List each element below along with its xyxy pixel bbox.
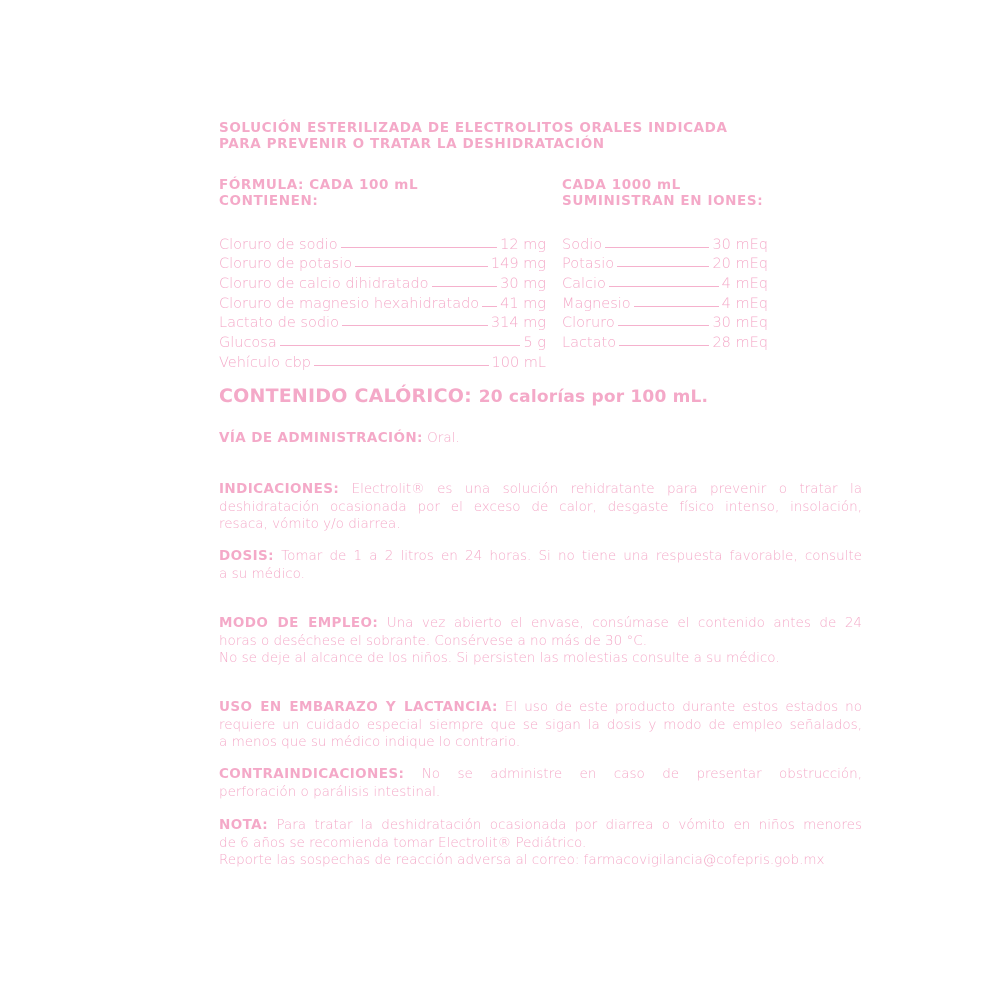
dosis-line-1 <box>219 548 862 566</box>
ions-row <box>562 331 768 351</box>
nota-text-1: Para tratar la deshidratación ocasionada por diarrea o vómito en niños menores <box>276 817 862 833</box>
leader-line <box>280 345 521 346</box>
modo-label: MODO DE EMPLEO: <box>219 615 379 631</box>
ion-value: 4 mEq <box>721 295 768 312</box>
via-label: VÍA DE ADMINISTRACIÓN: <box>219 430 423 446</box>
ion-name: Sodio <box>562 236 603 253</box>
ions-row <box>562 233 768 253</box>
leader-line <box>432 286 498 287</box>
formula-row <box>219 233 546 253</box>
nota-label: NOTA: <box>219 817 269 833</box>
leader-line <box>617 266 709 267</box>
formula-item-value: 100 mL <box>491 354 546 371</box>
ion-value: 30 mEq <box>712 236 768 253</box>
leader-line <box>609 286 719 287</box>
dosis-text-1: Tomar de 1 a 2 litros en 24 horas. Si no tiene una respuesta favorable, consulte <box>281 548 862 564</box>
embarazo-text-1: El uso de este producto durante estos estados no <box>504 699 862 715</box>
formula-table <box>219 233 546 371</box>
embarazo-line-1 <box>219 699 862 717</box>
leader-line <box>355 266 488 267</box>
formula-item-value: 41 mg <box>500 295 546 312</box>
formula-row <box>219 272 546 292</box>
indicaciones-section <box>219 481 862 534</box>
formula-item-name: Cloruro de magnesio hexahidratado <box>219 295 480 312</box>
modo-line-1 <box>219 615 862 633</box>
formula-item-name: Lactato de sodio <box>219 315 339 332</box>
embarazo-line-2: requiere un cuidado especial siempre que se sigan la dosis y modo de empleo señalados, <box>219 716 862 733</box>
formula-item-name: Cloruro de calcio dihidratado <box>219 276 429 293</box>
dosis-label: DOSIS: <box>219 548 274 564</box>
nota-line-2: de 6 años se recomienda tomar Electrolit® Pediátrico. <box>219 834 587 851</box>
caloric-label: CONTENIDO CALÓRICO: <box>219 385 472 407</box>
formula-item-value: 5 g <box>523 335 546 352</box>
ions-row <box>562 292 768 312</box>
formula-row <box>219 292 546 312</box>
indicaciones-text-1: Electrolit® es una solución rehidratante para prevenir o tratar la <box>351 481 863 497</box>
modo-section <box>219 615 862 668</box>
contra-line-2: perforación o parálisis intestinal. <box>219 783 441 800</box>
formula-item-value: 30 mg <box>500 276 546 293</box>
contra-line-1 <box>219 766 862 784</box>
contra-label: CONTRAINDICACIONES: <box>219 766 405 782</box>
nota-section <box>219 817 862 870</box>
dosis-line-2: a su médico. <box>219 565 305 582</box>
leader-line <box>342 325 488 326</box>
formula-header <box>219 177 418 209</box>
leader-line <box>605 247 709 248</box>
ion-name: Calcio <box>562 276 606 293</box>
contra-text-1: No se administre en caso de presentar obstrucción, <box>421 766 862 782</box>
formula-row <box>219 351 546 371</box>
heading-line-1: SOLUCIÓN ESTERILIZADA DE ELECTROLITOS ORALES INDICADA <box>219 120 728 136</box>
formula-row <box>219 312 546 332</box>
ion-name: Magnesio <box>562 295 631 312</box>
formula-item-value: 149 mg <box>490 256 546 273</box>
indicaciones-line-2: deshidratación ocasionada por el exceso de calor, desgaste físico intenso, insolación, <box>219 498 862 515</box>
embarazo-section <box>219 699 862 752</box>
formula-item-value: 314 mg <box>490 315 546 332</box>
ions-row <box>562 272 768 292</box>
ion-name: Lactato <box>562 335 617 352</box>
ion-value: 30 mEq <box>712 315 768 332</box>
dosis-section <box>219 548 862 583</box>
formula-header-line-1: FÓRMULA: CADA 100 mL <box>219 177 419 193</box>
ions-row <box>562 312 768 332</box>
ions-header-line-2: SUMINISTRAN EN IONES: <box>562 193 764 209</box>
leader-line <box>482 306 497 307</box>
ions-header-line-1: CADA 1000 mL <box>562 177 681 193</box>
ion-value: 20 mEq <box>712 256 768 273</box>
leader-line <box>619 345 709 346</box>
product-heading <box>219 120 819 152</box>
leader-line <box>341 247 498 248</box>
formula-item-name: Vehículo cbp <box>219 354 311 371</box>
caloric-content <box>219 385 708 407</box>
indicaciones-label: INDICACIONES: <box>219 481 340 497</box>
formula-row <box>219 331 546 351</box>
indicaciones-line-3: resaca, vómito y/o diarrea. <box>219 516 401 532</box>
modo-text-1: Una vez abierto el envase, consúmase el contenido antes de 24 <box>386 615 863 631</box>
formula-item-value: 12 mg <box>500 236 546 253</box>
via-text: Oral. <box>427 430 460 446</box>
formula-row <box>219 253 546 273</box>
ions-row <box>562 253 768 273</box>
heading-line-2: PARA PREVENIR O TRATAR LA DESHIDRATACIÓN <box>219 136 605 152</box>
leader-line <box>314 365 489 366</box>
via-section <box>219 430 862 448</box>
embarazo-line-3: a menos que su médico indique lo contrario. <box>219 734 521 750</box>
modo-line-2: horas o deséchese el sobrante. Consérvese a no más de 30 °C. <box>219 632 647 649</box>
ion-name: Potasio <box>562 256 615 273</box>
indicaciones-line-1 <box>219 481 862 499</box>
formula-item-name: Cloruro de sodio <box>219 236 338 253</box>
nota-line-1 <box>219 817 862 835</box>
ions-header <box>562 177 763 209</box>
formula-item-name: Glucosa <box>219 335 277 352</box>
ion-value: 4 mEq <box>721 276 768 293</box>
leader-line <box>618 325 710 326</box>
nota-line-3: Reporte las sospechas de reacción adversa al correo: farmacovigilancia@cofepris.gob.mx <box>219 852 825 868</box>
ions-table <box>562 233 768 351</box>
leader-line <box>634 306 719 307</box>
formula-item-name: Cloruro de potasio <box>219 256 353 273</box>
formula-header-line-2: CONTIENEN: <box>219 193 319 209</box>
caloric-value: 20 calorías por 100 mL. <box>478 387 709 407</box>
contraindicaciones-section <box>219 766 862 801</box>
ion-name: Cloruro <box>562 315 615 332</box>
embarazo-label: USO EN EMBARAZO Y LACTANCIA: <box>219 699 498 715</box>
ion-value: 28 mEq <box>712 335 768 352</box>
modo-line-3: No se deje al alcance de los niños. Si persisten las molestias consulte a su médico. <box>219 650 780 666</box>
